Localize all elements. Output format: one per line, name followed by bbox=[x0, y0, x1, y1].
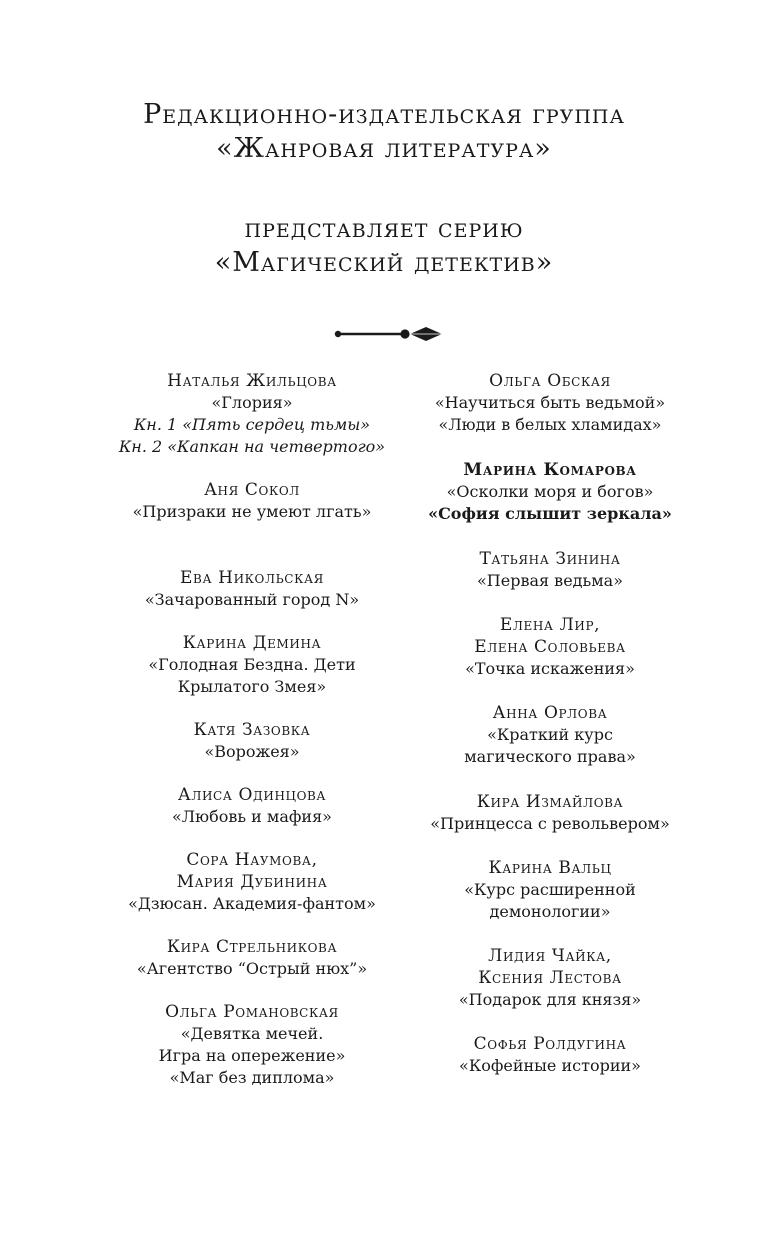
author-name: Сора Наумова, bbox=[186, 850, 318, 870]
book-title: магического права» bbox=[464, 747, 636, 766]
book-title: «Точка искажения» bbox=[465, 659, 635, 678]
author-name: Аня Сокол bbox=[204, 480, 300, 500]
author-name: Татьяна Зинина bbox=[479, 549, 621, 569]
book-title: «Научиться быть ведьмой» bbox=[434, 393, 666, 412]
publisher-heading bbox=[0, 98, 768, 166]
author-name: Ольга Обская bbox=[489, 371, 611, 391]
publisher-line-1: Редакционно-издательская группа bbox=[143, 99, 625, 130]
book-title: Кн. 1 «Пять сердец тьмы» bbox=[133, 415, 371, 434]
author-name: Анна Орлова bbox=[492, 703, 608, 723]
book-title: «Первая ведьма» bbox=[477, 571, 623, 590]
left-column bbox=[86, 370, 418, 1089]
series-line-1: представляет серию bbox=[244, 213, 524, 244]
book-title: «Глория» bbox=[211, 393, 293, 412]
book-title: «Девятка мечей. bbox=[180, 1024, 324, 1043]
book-title: «Ворожея» bbox=[204, 742, 300, 761]
book-title: «Подарок для князя» bbox=[458, 990, 642, 1009]
book-title-highlighted: «София слышит зеркала» bbox=[428, 504, 672, 523]
book-entry-valts bbox=[408, 857, 692, 923]
book-title: «Маг без диплома» bbox=[169, 1068, 335, 1087]
book-title: Кн. 2 «Капкан на четвертого» bbox=[118, 437, 386, 456]
author-name: Софья Ролдугина bbox=[473, 1034, 627, 1054]
author-name: Ева Никольская bbox=[180, 568, 324, 588]
book-title: «Краткий курс bbox=[487, 725, 613, 744]
book-entry-zazovka bbox=[86, 719, 418, 763]
book-entry-sokol bbox=[86, 479, 418, 523]
book-title: «Агентство “Острый нюх”» bbox=[136, 959, 368, 978]
book-entry-zhiltsova bbox=[86, 370, 418, 458]
ornament-divider-icon bbox=[334, 322, 444, 346]
author-name: Алиса Одинцова bbox=[177, 785, 327, 805]
author-name: Елена Соловьева bbox=[474, 637, 626, 657]
book-entry-strelnikova bbox=[86, 936, 418, 980]
book-entry-obskaya bbox=[408, 370, 692, 436]
author-name: Марина Комарова bbox=[463, 460, 637, 480]
book-entry-orlova bbox=[408, 702, 692, 768]
author-name: Мария Дубинина bbox=[176, 872, 328, 892]
book-entry-lir bbox=[408, 614, 692, 680]
author-name: Наталья Жильцова bbox=[167, 371, 337, 391]
author-name: Елена Лир, bbox=[499, 615, 601, 635]
publisher-line-2: «Жанровая литература» bbox=[216, 133, 552, 164]
book-entry-demina bbox=[86, 632, 418, 698]
book-title: Игра на опережение» bbox=[158, 1046, 346, 1065]
book-title: «Осколки моря и богов» bbox=[446, 482, 654, 501]
book-entry-izmaylova bbox=[408, 791, 692, 835]
book-entry-roldugina bbox=[408, 1033, 692, 1077]
book-title: «Голодная Бездна. Дети bbox=[148, 655, 356, 674]
book-title: «Призраки не умеют лгать» bbox=[132, 502, 372, 521]
book-title: «Зачарованный город N» bbox=[144, 590, 360, 609]
author-name: Ольга Романовская bbox=[165, 1002, 339, 1022]
book-entry-nikolskaya bbox=[86, 567, 418, 611]
series-line-2: «Магический детектив» bbox=[214, 247, 554, 278]
author-name: Катя Зазовка bbox=[193, 720, 311, 740]
book-entry-naumova bbox=[86, 849, 418, 915]
author-name: Кира Стрельникова bbox=[166, 937, 338, 957]
book-title: «Любовь и мафия» bbox=[172, 807, 332, 826]
author-name: Ксения Лестова bbox=[478, 968, 622, 988]
book-title: «Кофейные истории» bbox=[459, 1056, 641, 1075]
author-name: Карина Демина bbox=[182, 633, 322, 653]
author-name: Лидия Чайка, bbox=[488, 946, 612, 966]
author-name: Кира Измайлова bbox=[476, 792, 624, 812]
book-entry-komarova bbox=[408, 459, 692, 525]
right-column bbox=[408, 370, 692, 1077]
author-name: Карина Вальц bbox=[488, 858, 612, 878]
book-title: Крылатого Змея» bbox=[177, 677, 327, 696]
book-title: «Принцесса с револьвером» bbox=[430, 814, 670, 833]
series-heading bbox=[0, 212, 768, 280]
book-title: «Дзюсан. Академия-фантом» bbox=[128, 894, 376, 913]
book-entry-odintsova bbox=[86, 784, 418, 828]
book-title: «Курс расширенной bbox=[464, 880, 636, 899]
book-title: «Люди в белых хламидах» bbox=[438, 415, 662, 434]
book-entry-zinina bbox=[408, 548, 692, 592]
book-entry-chayka bbox=[408, 945, 692, 1011]
book-entry-romanovskaya bbox=[86, 1001, 418, 1089]
book-title: демонологии» bbox=[489, 902, 611, 921]
